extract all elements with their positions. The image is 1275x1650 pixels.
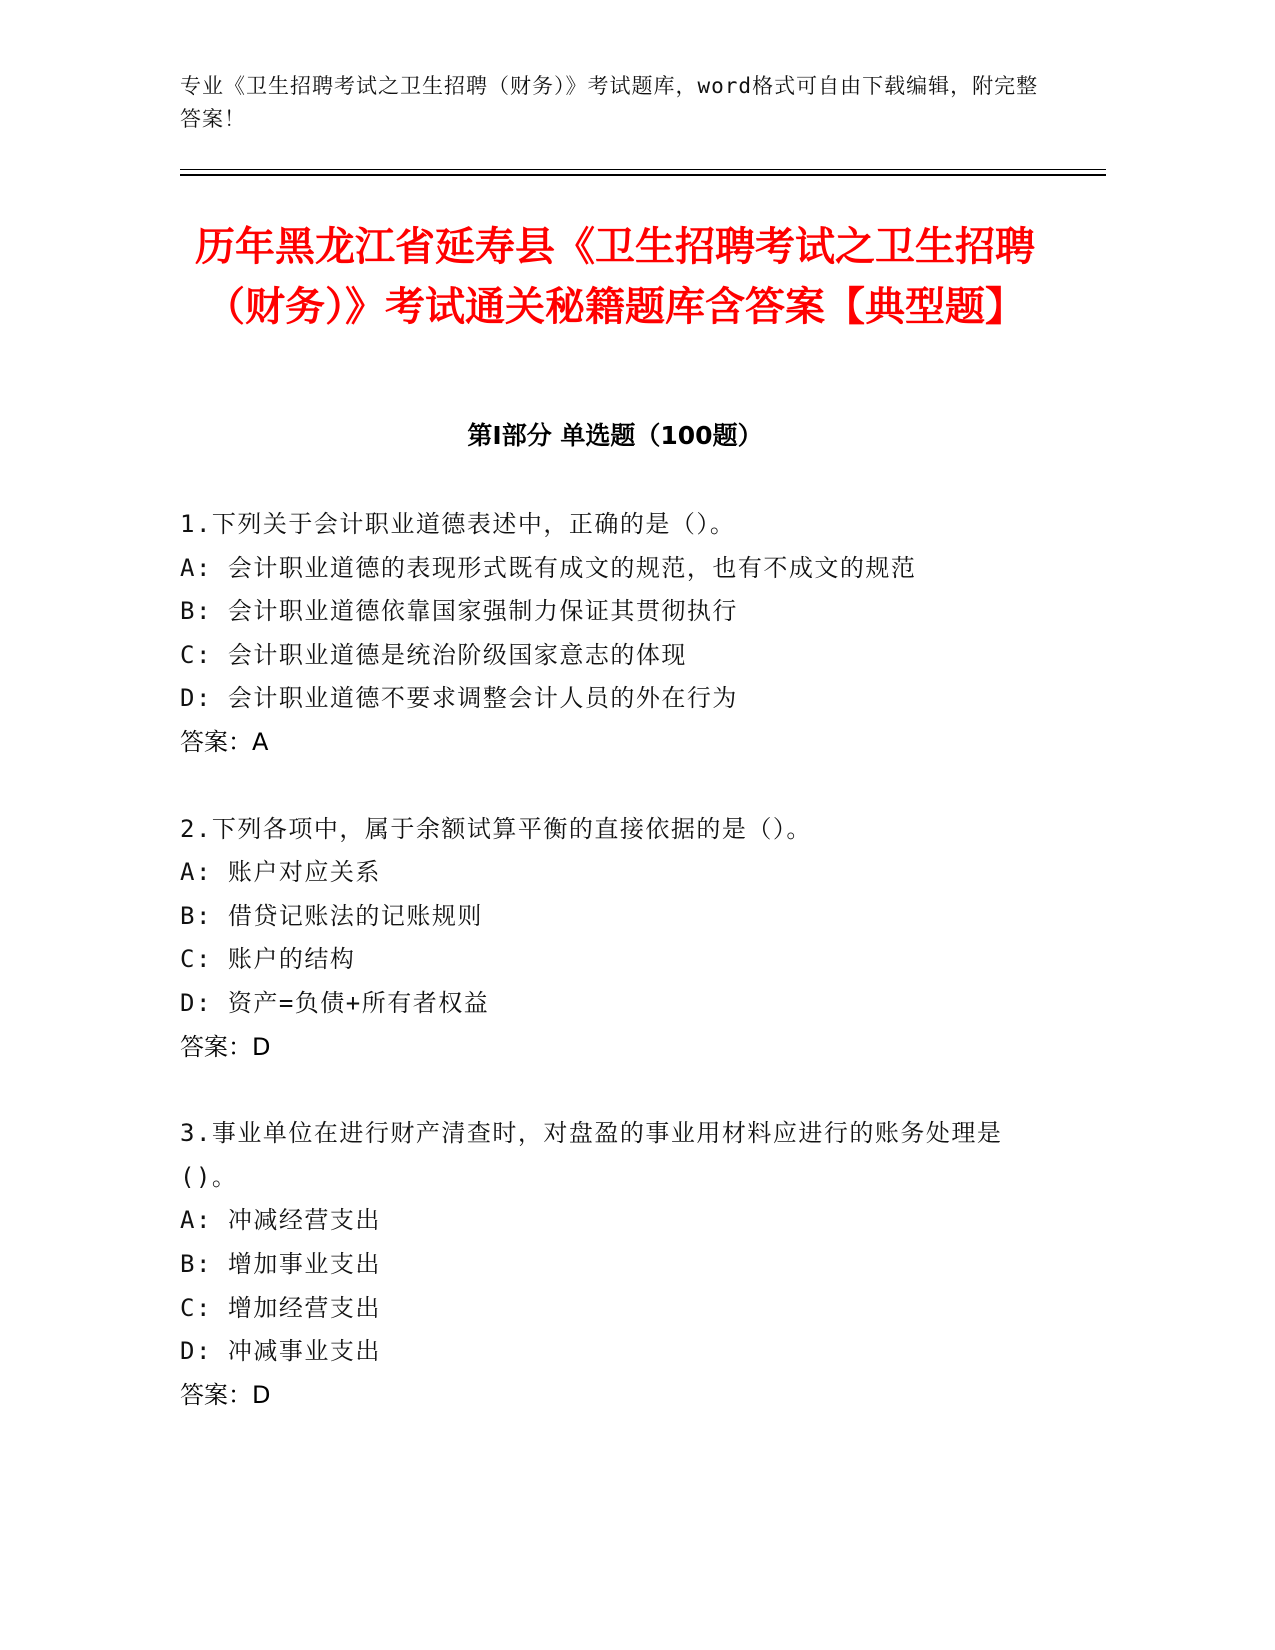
question-stem: 3.事业单位在进行财产清查时，对盘盈的事业用材料应进行的账务处理是()。 bbox=[180, 1119, 1003, 1191]
option-b: B: 借贷记账法的记账规则 bbox=[180, 901, 483, 930]
option-c: C: 会计职业道德是统治阶级国家意志的体现 bbox=[180, 640, 687, 669]
question-2 bbox=[180, 808, 1040, 1070]
option-a: A: 冲减经营支出 bbox=[180, 1206, 381, 1235]
option-d: D: 会计职业道德不要求调整会计人员的外在行为 bbox=[180, 684, 738, 713]
question-stem: 1.下列关于会计职业道德表述中，正确的是（）。 bbox=[180, 510, 736, 538]
option-b: B: 增加事业支出 bbox=[180, 1249, 381, 1278]
header-divider-thick bbox=[180, 174, 1106, 176]
option-d: D: 冲减事业支出 bbox=[180, 1337, 381, 1366]
answer: 答案：A bbox=[180, 727, 269, 756]
option-d: D: 资产=负债+所有者权益 bbox=[180, 988, 490, 1017]
question-stem: 2.下列各项中，属于余额试算平衡的直接依据的是（）。 bbox=[180, 814, 812, 843]
document-title: 历年黑龙江省延寿县《卫生招聘考试之卫生招聘（财务）》考试通关秘籍题库含答案【典型题】 bbox=[195, 224, 1035, 330]
answer: 答案：D bbox=[180, 1380, 271, 1409]
section-heading: 第I部分 单选题（100题） bbox=[467, 421, 763, 450]
header-note: 专业《卫生招聘考试之卫生招聘（财务）》考试题库，word格式可自由下载编辑，附完整答案！ bbox=[180, 74, 1039, 131]
answer: 答案：D bbox=[180, 1032, 271, 1061]
option-b: B: 会计职业道德依靠国家强制力保证其贯彻执行 bbox=[180, 597, 738, 626]
question-1 bbox=[180, 503, 1040, 765]
option-a: A: 会计职业道德的表现形式既有成文的规范，也有不成文的规范 bbox=[180, 553, 917, 582]
option-c: C: 增加经营支出 bbox=[180, 1293, 381, 1322]
question-3 bbox=[180, 1112, 1040, 1417]
option-a: A: 账户对应关系 bbox=[180, 858, 381, 887]
option-c: C: 账户的结构 bbox=[180, 945, 356, 974]
question-list bbox=[180, 503, 1040, 1460]
header-divider-thin bbox=[180, 169, 1106, 170]
